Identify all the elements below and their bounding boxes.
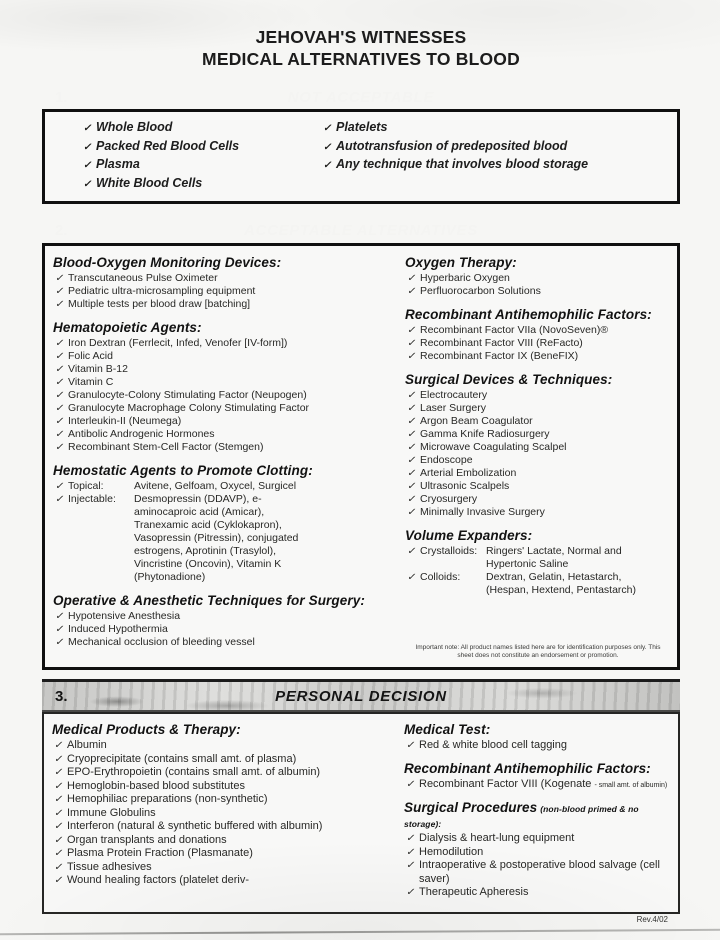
item-text: Recombinant Factor IX (BeneFIX) [420, 350, 579, 362]
category-heading-suffix: (non-blood primed & no storage): [404, 804, 639, 829]
section-1-header-bar [42, 86, 680, 109]
category-heading [52, 722, 404, 737]
item-text: Hemoglobin-based blood substitutes [67, 779, 245, 792]
check-icon: ✓ [407, 507, 416, 518]
section-1-title: NOT ACCEPTABLE [287, 89, 435, 106]
section-3-number: 3. [55, 687, 68, 705]
list-item [405, 467, 671, 480]
item-text: Ringers' Lactate, Normal and Hypertonic Saline [486, 545, 622, 570]
check-icon: ✓ [54, 767, 63, 778]
category-heading-text: Hematopoietic Agents: [53, 320, 202, 335]
list-item [53, 610, 405, 623]
list-item [52, 793, 404, 807]
category-items [405, 324, 671, 363]
category-heading-text: Oxygen Therapy: [405, 255, 517, 270]
list-item [405, 272, 671, 285]
list-item [53, 402, 405, 415]
item-text: Endoscope [420, 454, 473, 466]
check-icon: ✓ [407, 416, 416, 427]
check-icon: ✓ [406, 846, 415, 858]
list-item [321, 138, 590, 157]
check-icon: ✓ [55, 338, 64, 349]
item-text: Folic Acid [68, 350, 113, 362]
personal-left-column [52, 722, 404, 912]
category-group [53, 593, 405, 649]
list-item [405, 285, 671, 298]
list-item [53, 441, 405, 454]
item-text: Autotransfusion of predeposited blood [336, 138, 568, 153]
item-text: Minimally Invasive Surgery [420, 506, 545, 518]
category-group [404, 761, 672, 793]
check-icon: ✓ [406, 740, 415, 751]
item-text: Multiple tests per blood draw [batching] [68, 298, 251, 310]
item-text: Wound healing factors (platelet deriv- [67, 874, 250, 886]
item-text: Hemophiliac preparations (non-synthetic) [67, 793, 268, 805]
check-icon: ✓ [407, 442, 416, 453]
category-items [404, 778, 672, 793]
document-sheet [42, 0, 680, 924]
category-heading [53, 320, 405, 335]
list-item [405, 415, 671, 428]
list-item [53, 428, 405, 441]
acceptable-right-groups [405, 255, 671, 606]
list-item [405, 428, 671, 441]
item-text: Iron Dextran (Ferrlecit, Infed, Venofer [IV-form]) [68, 337, 288, 349]
category-items [53, 337, 405, 454]
category-heading-text: Volume Expanders: [405, 528, 533, 543]
list-item [53, 350, 405, 363]
check-icon: ✓ [407, 481, 416, 492]
item-text: Transcutaneous Pulse Oximeter [68, 272, 218, 284]
section-2-title: ACCEPTABLE ALTERNATIVES [244, 221, 478, 239]
list-item [404, 832, 672, 846]
item-text: Pediatric ultra-microsampling equipment [68, 285, 256, 297]
item-text: Whole Blood [96, 120, 173, 134]
check-icon: ✓ [83, 160, 92, 171]
list-item [321, 156, 590, 175]
item-text: Hemodilution [419, 845, 484, 858]
check-icon: ✓ [55, 299, 64, 310]
check-icon: ✓ [54, 821, 63, 832]
list-item [52, 861, 404, 875]
item-text: Perfluorocarbon Solutions [420, 285, 541, 297]
category-heading-text: Medical Test: [404, 722, 491, 737]
item-text: Ultrasonic Scalpels [420, 480, 510, 492]
item-text: Induced Hypothermia [68, 623, 168, 635]
category-group [404, 800, 672, 900]
item-text: Dextran, Gelatin, Hetastarch, (Hespan, Hextend, Pentastarch) [486, 571, 636, 596]
page-title [42, 26, 680, 70]
category-heading [405, 528, 671, 543]
list-item [53, 636, 405, 649]
category-items [405, 272, 671, 298]
category-items [53, 480, 405, 584]
item-text: Microwave Coagulating Scalpel [420, 441, 567, 453]
personal-right-column [404, 722, 678, 912]
category-group [53, 463, 405, 584]
category-items [52, 739, 404, 888]
list-item [404, 739, 672, 753]
check-icon: ✓ [406, 860, 415, 871]
check-icon: ✓ [407, 468, 416, 479]
item-text: Recombinant Stem-Cell Factor (Stemgen) [68, 441, 264, 453]
item-text: Recombinant Factor VIII (Kogenate [419, 777, 592, 790]
check-icon: ✓ [55, 429, 64, 440]
list-item [53, 480, 405, 493]
list-item [52, 739, 404, 753]
item-text: Plasma Protein Fraction (Plasmanate) [67, 847, 253, 859]
list-item [405, 337, 671, 350]
not-acceptable-column-2 [321, 119, 590, 201]
list-item [405, 389, 671, 402]
list-item [53, 623, 405, 636]
item-text: Cryosurgery [420, 493, 478, 505]
category-group [53, 320, 405, 454]
category-items [405, 545, 671, 597]
category-heading-text: Medical Products & Therapy: [52, 722, 241, 737]
check-icon: ✓ [54, 875, 63, 886]
category-heading [404, 800, 672, 830]
item-text: Packed Red Blood Cells [96, 138, 240, 153]
category-group [53, 255, 405, 311]
check-icon: ✓ [55, 273, 64, 284]
item-text: Interferon (natural & synthetic buffered with albumin) [67, 820, 323, 832]
category-items [404, 739, 672, 753]
list-item [53, 272, 405, 285]
item-text: Recombinant Factor VIIa (NovoSeven)® [420, 324, 609, 336]
revision-label: Rev.4/02 [636, 915, 668, 924]
list-item [52, 807, 404, 821]
check-icon: ✓ [406, 887, 415, 898]
category-group [404, 722, 672, 753]
item-text: Antibolic Androgenic Hormones [68, 428, 215, 440]
category-group [405, 307, 671, 363]
section-3-title: PERSONAL DECISION [275, 687, 447, 705]
title-line-2: MEDICAL ALTERNATIVES TO BLOOD [202, 49, 520, 69]
category-heading-text: Hemostatic Agents to Promote Clotting: [53, 463, 313, 478]
item-text: Tissue adhesives [67, 860, 152, 873]
list-item [405, 350, 671, 363]
check-icon: ✓ [54, 861, 63, 873]
list-item [52, 834, 404, 848]
check-icon: ✓ [55, 416, 64, 427]
check-icon: ✓ [407, 286, 416, 297]
list-item [405, 506, 671, 519]
item-text: Vitamin C [68, 376, 114, 388]
item-text: Therapeutic Apheresis [419, 886, 529, 898]
check-icon: ✓ [407, 494, 416, 505]
category-heading [405, 307, 671, 322]
list-item [404, 846, 672, 860]
item-text: Mechanical occlusion of bleeding vessel [68, 636, 255, 648]
item-text: Avitene, Gelfoam, Oxycel, Surgicel [134, 480, 297, 492]
list-item [405, 480, 671, 493]
check-icon: ✓ [407, 429, 416, 440]
list-item [52, 820, 404, 834]
item-text: Desmopressin (DDAVP), e-aminocaproic acid (Amicar), Tranexamic acid (Cyklokapron), Vasopressin (Pitressin), conjugated estrogens, Aprotinin (Trasylol), Vincristine (Oncovin), Vitamin K (Phytonadione) [134, 493, 299, 583]
check-icon: ✓ [55, 611, 64, 622]
check-icon: ✓ [54, 807, 63, 819]
list-item [321, 119, 590, 138]
item-text: Electrocautery [420, 389, 488, 401]
check-icon: ✓ [407, 455, 416, 466]
check-icon: ✓ [55, 442, 64, 453]
section-3-box [42, 712, 680, 914]
item-text: Platelets [336, 120, 388, 134]
category-items [405, 389, 671, 519]
item-text: Arterial Embolization [420, 467, 517, 479]
item-text: Argon Beam Coagulator [420, 415, 533, 427]
scan-edge-artifact [0, 929, 720, 935]
check-icon: ✓ [54, 794, 63, 805]
item-text: Hypotensive Anesthesia [68, 610, 181, 622]
list-item [53, 285, 405, 298]
item-label: Topical: [68, 480, 104, 492]
section-1-box [42, 109, 680, 204]
list-item [53, 389, 405, 402]
check-icon: ✓ [407, 325, 416, 336]
list-item [405, 441, 671, 454]
check-icon: ✓ [83, 178, 92, 190]
item-text: Laser Surgery [420, 402, 486, 414]
section-1-number: 1. [55, 89, 68, 106]
check-icon: ✓ [323, 141, 332, 153]
category-heading-text: Recombinant Antihemophilic Factors: [405, 307, 652, 322]
check-icon: ✓ [54, 834, 63, 846]
list-item [52, 874, 404, 888]
item-text: Dialysis & heart-lung equipment [419, 832, 575, 844]
title-line-1: JEHOVAH'S WITNESSES [255, 27, 467, 47]
item-text: Any technique that involves blood storage [336, 157, 589, 171]
check-icon: ✓ [323, 123, 332, 134]
check-icon: ✓ [55, 390, 64, 401]
list-item [53, 376, 405, 389]
item-text: Granulocyte Macrophage Colony Stimulating Factor [68, 402, 310, 414]
check-icon: ✓ [54, 740, 63, 751]
check-icon: ✓ [83, 141, 92, 153]
list-item [53, 363, 405, 376]
check-icon: ✓ [55, 377, 64, 388]
item-label: Injectable: [68, 493, 116, 505]
check-icon: ✓ [55, 637, 64, 648]
check-icon: ✓ [407, 403, 416, 414]
check-icon: ✓ [55, 494, 64, 505]
list-item [405, 454, 671, 467]
list-item [404, 886, 672, 900]
item-text: White Blood Cells [96, 175, 203, 190]
item-text: Granulocyte-Colony Stimulating Factor (Neupogen) [68, 389, 307, 401]
category-heading-text: Recombinant Antihemophilic Factors: [404, 760, 651, 776]
list-item [404, 859, 672, 886]
category-items [53, 610, 405, 649]
list-item [405, 571, 671, 597]
check-icon: ✓ [83, 123, 92, 134]
list-item [81, 156, 321, 175]
list-item [405, 493, 671, 506]
acceptable-right-column [405, 255, 677, 667]
check-icon: ✓ [407, 572, 416, 583]
category-heading-text: Surgical Procedures [404, 800, 538, 815]
item-text: EPO-Erythropoietin (contains small amt. of albumin) [67, 766, 321, 778]
disclaimer-footnote: Important note: All product names listed here are for identification purposes only. This sheet does not constitute an endorsement or promotion. [415, 644, 661, 659]
check-icon: ✓ [407, 546, 416, 557]
check-icon: ✓ [407, 390, 416, 401]
acceptable-left-column [53, 255, 405, 667]
category-items [53, 272, 405, 311]
check-icon: ✓ [406, 833, 415, 844]
item-label: Crystalloids: [420, 545, 478, 557]
category-group [405, 372, 671, 519]
list-item [52, 847, 404, 861]
section-3-header-bar [42, 679, 680, 712]
item-text: Intraoperative & postoperative blood salvage (cell saver) [419, 859, 660, 885]
list-item [52, 780, 404, 794]
category-group [405, 528, 671, 597]
list-item [53, 337, 405, 350]
category-heading [405, 255, 671, 270]
check-icon: ✓ [323, 160, 332, 171]
section-2-header-bar [42, 217, 680, 243]
check-icon: ✓ [55, 364, 64, 375]
section-2-box [42, 243, 680, 670]
list-item [405, 545, 671, 571]
list-item [53, 493, 405, 584]
category-heading [404, 722, 672, 737]
check-icon: ✓ [407, 338, 416, 349]
list-item [404, 778, 672, 793]
item-text: Cryoprecipitate (contains small amt. of plasma) [67, 752, 297, 765]
check-icon: ✓ [55, 481, 64, 492]
section-2-number: 2. [55, 221, 68, 239]
item-text: Red & white blood cell tagging [419, 739, 567, 751]
item-text: Plasma [96, 157, 140, 171]
check-icon: ✓ [55, 351, 64, 362]
item-text: Recombinant Factor VIII (ReFacto) [420, 337, 583, 349]
list-item [405, 324, 671, 337]
list-item [52, 766, 404, 780]
check-icon: ✓ [55, 403, 64, 414]
category-heading [53, 593, 405, 608]
item-label: Colloids: [420, 571, 461, 583]
list-item [81, 138, 321, 157]
item-note: - small amt. of albumin) [594, 781, 668, 789]
category-items [404, 832, 672, 900]
category-heading-text: Operative & Anesthetic Techniques for Surgery: [53, 593, 365, 608]
category-heading [405, 372, 671, 387]
item-text: Gamma Knife Radiosurgery [420, 428, 550, 440]
item-text: Immune Globulins [67, 806, 156, 819]
list-item [53, 298, 405, 311]
category-heading [404, 761, 672, 776]
check-icon: ✓ [406, 778, 415, 790]
check-icon: ✓ [54, 753, 63, 765]
item-text: Interleukin-II (Neumega) [68, 415, 182, 427]
item-text: Vitamin B-12 [68, 363, 128, 375]
check-icon: ✓ [407, 273, 416, 284]
list-item [52, 753, 404, 767]
item-text: Organ transplants and donations [67, 833, 227, 846]
list-item [53, 415, 405, 428]
check-icon: ✓ [54, 848, 63, 859]
category-heading-text: Surgical Devices & Techniques: [405, 372, 613, 387]
check-icon: ✓ [55, 286, 64, 297]
list-item [81, 175, 321, 194]
check-icon: ✓ [54, 780, 63, 792]
list-item [81, 119, 321, 138]
item-text: Hyperbaric Oxygen [420, 272, 510, 284]
category-heading [53, 255, 405, 270]
check-icon: ✓ [55, 624, 64, 635]
check-icon: ✓ [407, 351, 416, 362]
category-heading-text: Blood-Oxygen Monitoring Devices: [53, 255, 282, 270]
not-acceptable-column-1 [81, 119, 321, 201]
category-group [52, 722, 404, 888]
item-text: Albumin [67, 739, 107, 751]
category-heading [53, 463, 405, 478]
list-item [405, 402, 671, 415]
category-group [405, 255, 671, 298]
